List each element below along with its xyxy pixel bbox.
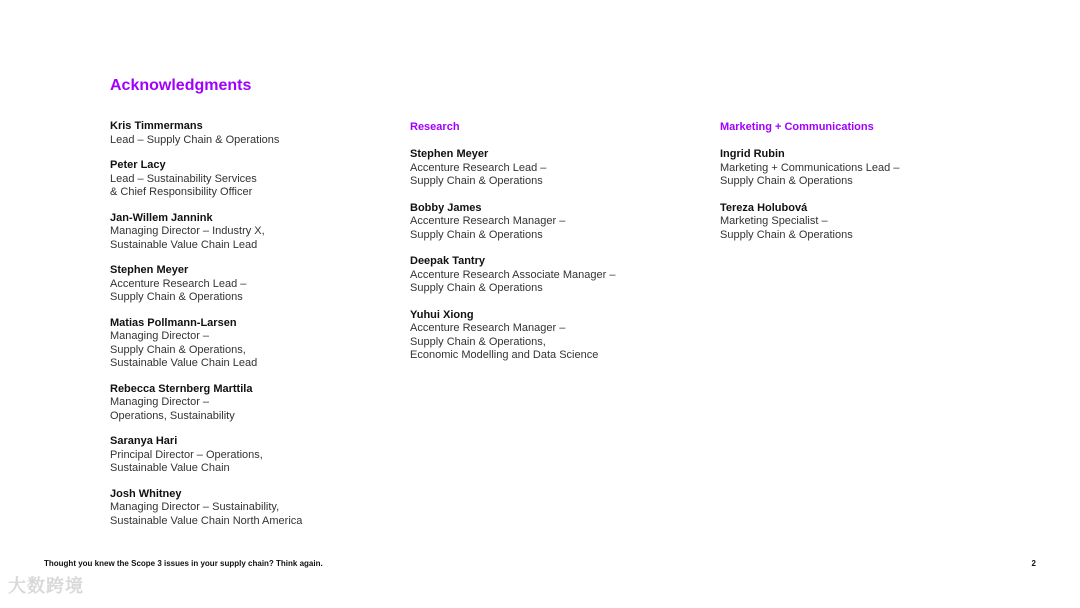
contributor-name: Saranya Hari <box>110 435 178 447</box>
contributor-entry <box>410 202 690 243</box>
contributor-role: Economic Modelling and Data Science <box>410 349 599 361</box>
contributor-role: Supply Chain & Operations <box>110 291 243 303</box>
contributor-name: Bobby James <box>410 201 482 214</box>
acknowledgments-column-2 <box>410 120 690 376</box>
contributor-entry <box>720 148 1020 189</box>
contributor-name: Yuhui Xiong <box>410 308 474 321</box>
contributor-name: Tereza Holubová <box>720 201 808 214</box>
contributor-role: Accenture Research Lead – <box>410 161 547 174</box>
contributor-entry <box>110 317 390 371</box>
contributor-name: Jan-Willem Jannink <box>110 211 213 224</box>
page-title: Acknowledgments <box>110 77 252 94</box>
contributor-name: Stephen Meyer <box>410 148 489 160</box>
contributor-role: Accenture Research Manager – <box>410 215 566 227</box>
acknowledgments-column-1 <box>110 120 390 540</box>
contributor-name: Deepak Tantry <box>410 255 485 267</box>
contributor-entry <box>410 148 690 189</box>
contributor-role: Supply Chain & Operations <box>410 228 543 241</box>
contributor-entry <box>110 383 390 424</box>
contributor-role: Supply Chain & Operations, <box>110 343 246 356</box>
contributor-name: Kris Timmermans <box>110 120 203 132</box>
contributor-role: Operations, Sustainability <box>110 409 235 422</box>
contributor-entry <box>110 435 390 476</box>
contributor-role: Sustainable Value Chain North America <box>110 514 303 527</box>
contributor-name: Ingrid Rubin <box>720 148 785 160</box>
contributor-role: Marketing Specialist – <box>720 215 828 227</box>
watermark-logo: 大数跨境 <box>8 576 84 596</box>
contributor-role: Supply Chain & Operations <box>410 175 543 187</box>
contributor-role: Accenture Research Lead – <box>110 277 247 290</box>
footer-tagline: Thought you knew the Scope 3 issues in your supply chain? Think again. <box>44 559 323 568</box>
contributor-role: Supply Chain & Operations <box>720 175 853 187</box>
contributor-entry <box>410 255 690 296</box>
page-number: 2 <box>1031 559 1036 568</box>
contributor-role: Managing Director – Sustainability, <box>110 501 280 513</box>
contributor-entry <box>110 488 390 529</box>
contributor-name: Matias Pollmann-Larsen <box>110 316 237 329</box>
contributor-role: Sustainable Value Chain <box>110 462 230 474</box>
contributor-role: Accenture Research Associate Manager – <box>410 268 616 281</box>
acknowledgments-column-3 <box>720 120 1020 255</box>
contributor-role: Marketing + Communications Lead – <box>720 161 900 174</box>
contributor-role: Lead – Sustainability Services <box>110 172 257 185</box>
contributor-role: Principal Director – Operations, <box>110 448 263 461</box>
contributor-role: Managing Director – <box>110 330 210 342</box>
contributor-role: Managing Director – <box>110 396 210 408</box>
contributor-role: Supply Chain & Operations, <box>410 335 546 348</box>
contributor-name: Josh Whitney <box>110 487 182 500</box>
contributor-name: Rebecca Sternberg Marttila <box>110 382 253 395</box>
contributor-entry <box>110 159 390 200</box>
contributor-entry <box>110 212 390 253</box>
contributor-name: Stephen Meyer <box>110 264 189 276</box>
contributor-entry <box>410 309 690 363</box>
contributor-name: Peter Lacy <box>110 159 166 171</box>
contributor-role: & Chief Responsibility Officer <box>110 186 253 198</box>
section-heading: Research <box>410 121 460 133</box>
contributor-role: Supply Chain & Operations <box>410 282 543 294</box>
contributor-role: Accenture Research Manager – <box>410 322 566 334</box>
contributor-entry <box>110 120 390 147</box>
contributor-role: Lead – Supply Chain & Operations <box>110 133 280 146</box>
contributor-role: Sustainable Value Chain Lead <box>110 357 258 369</box>
section-heading: Marketing + Communications <box>720 121 874 133</box>
contributor-entry <box>110 264 390 305</box>
contributor-entry <box>720 202 1020 243</box>
contributor-role: Sustainable Value Chain Lead <box>110 238 258 251</box>
contributor-role: Supply Chain & Operations <box>720 228 853 241</box>
contributor-role: Managing Director – Industry X, <box>110 225 265 237</box>
